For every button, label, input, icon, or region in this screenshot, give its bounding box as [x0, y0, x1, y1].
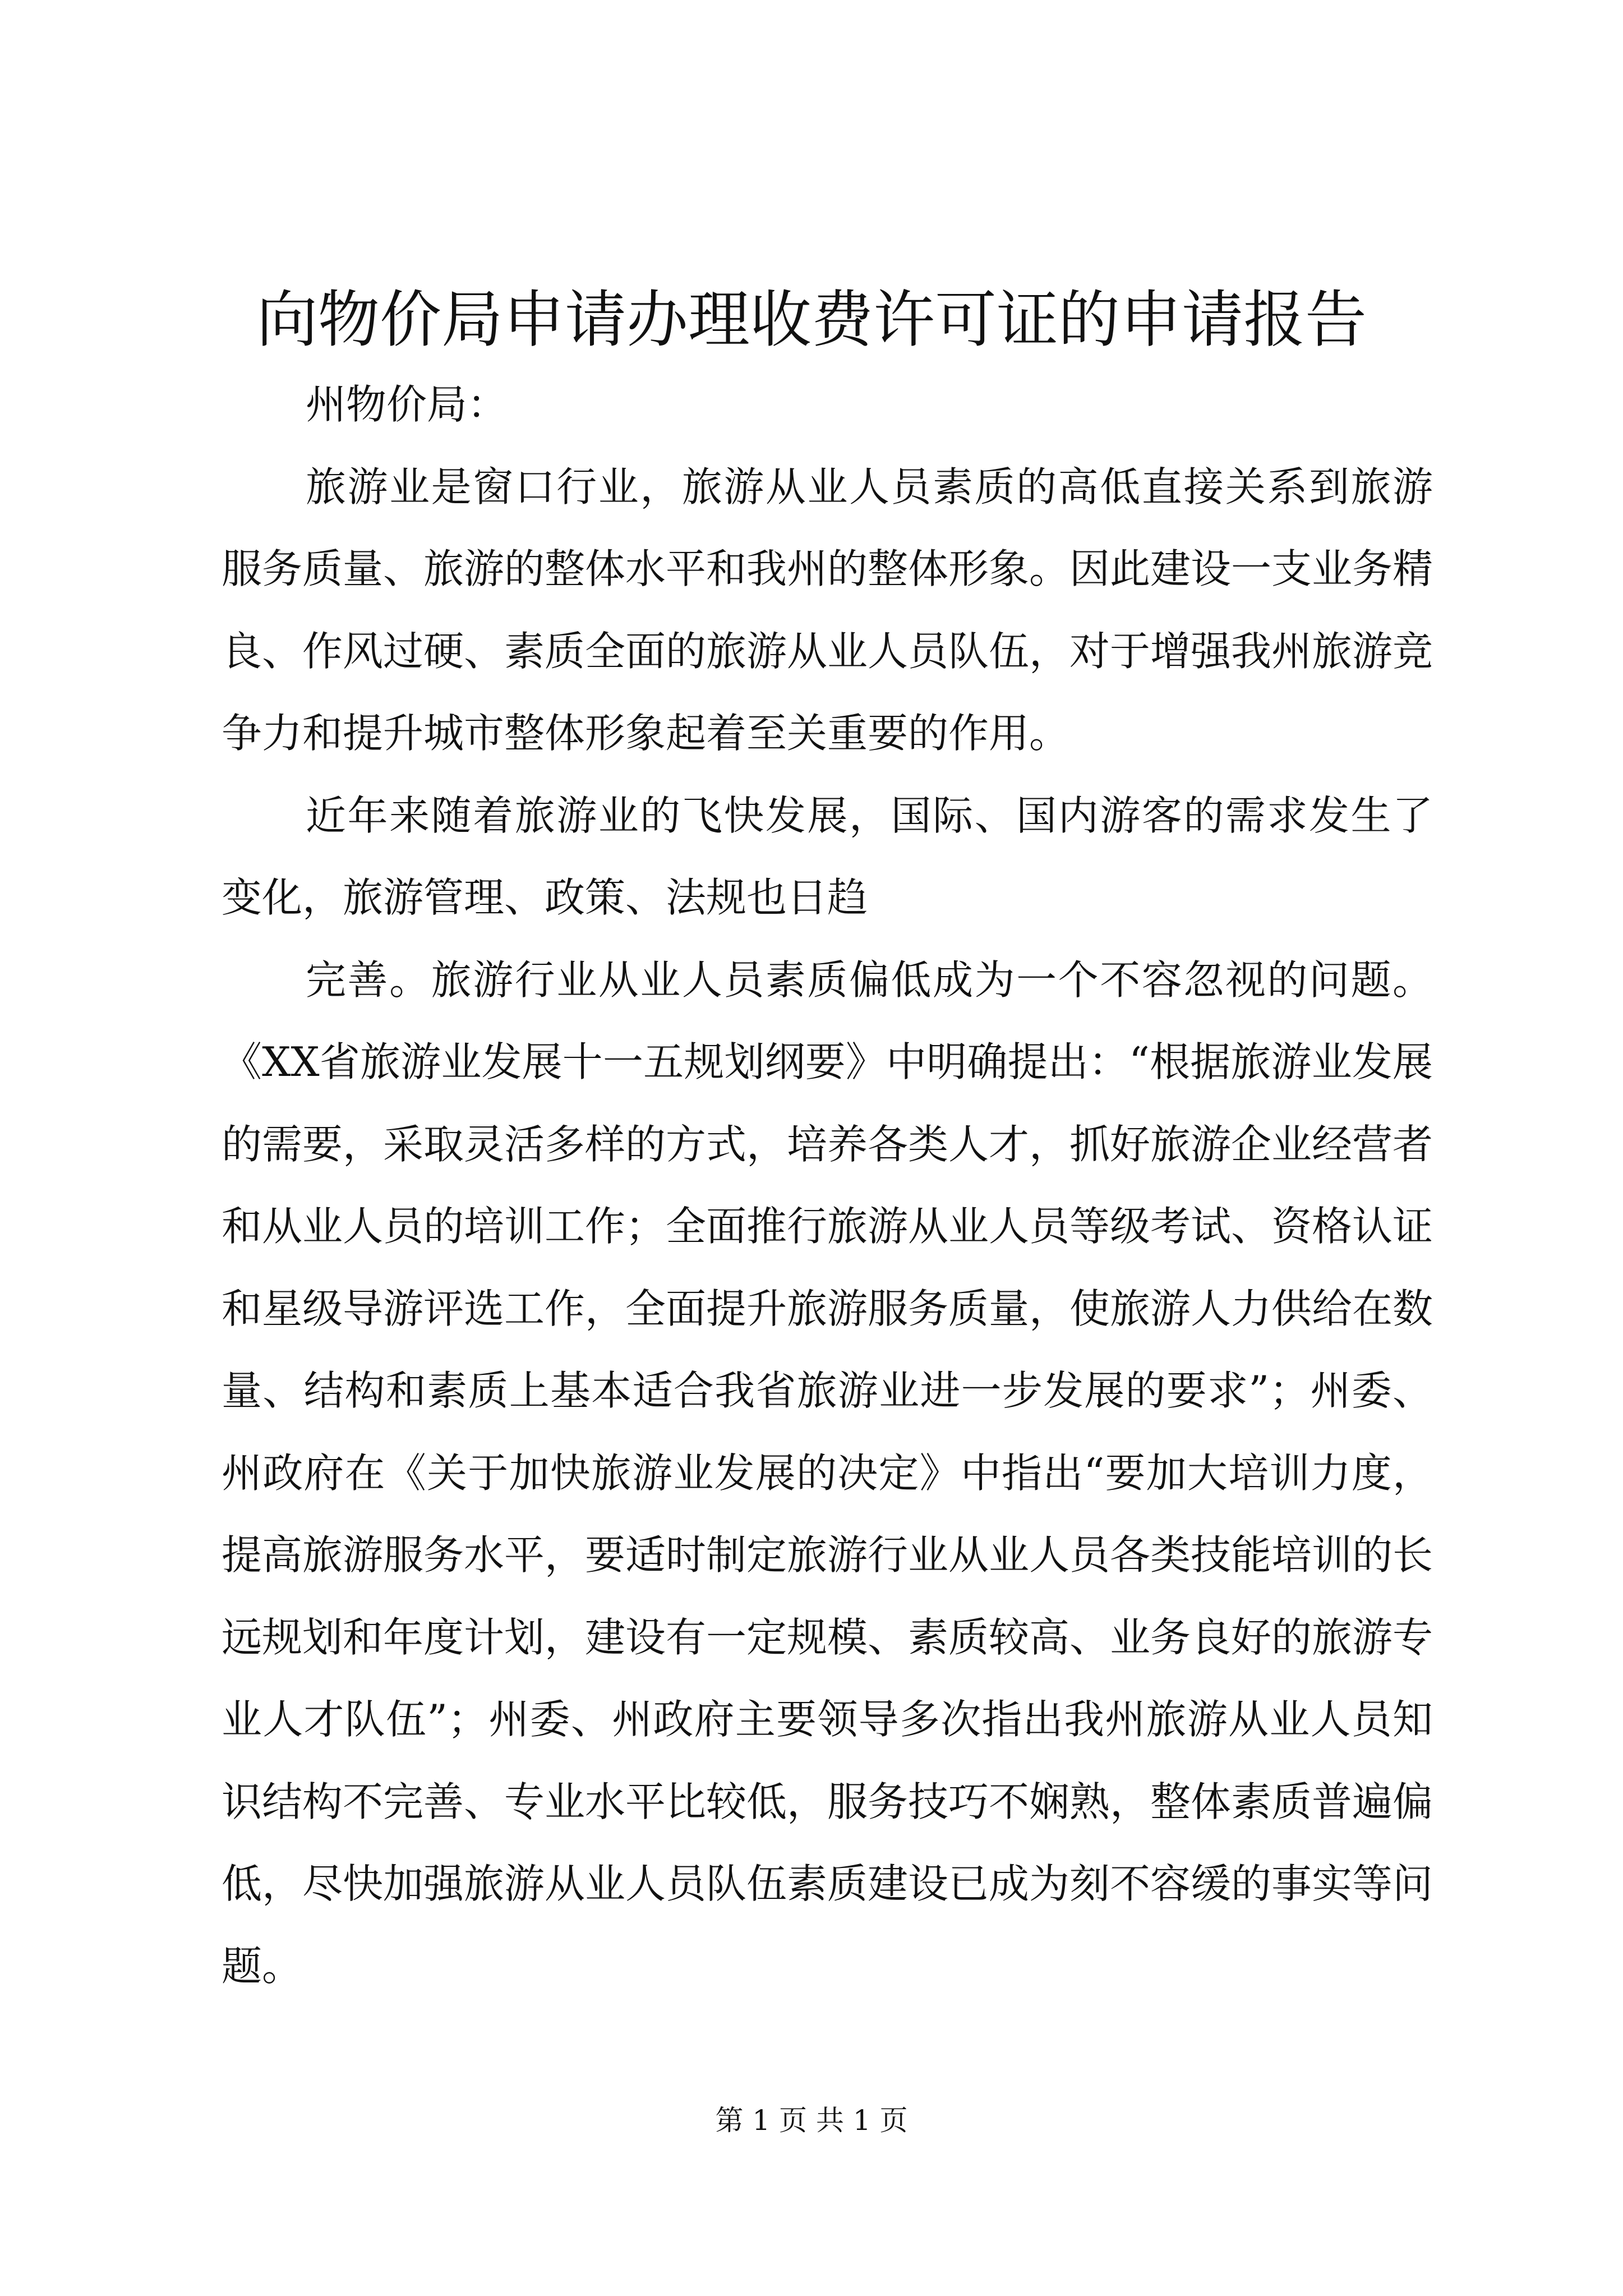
- paragraph-1: 旅游业是窗口行业，旅游从业人员素质的高低直接关系到旅游服务质量、旅游的整体水平和我州的整体形象。因此建设一支业务精良、作风过硬、素质全面的旅游从业人员队伍，对于增强我州旅游竞争力和提升城市整体形象起着至关重要的作用。: [222, 463, 1433, 757]
- salutation: 州物价局：: [306, 381, 508, 428]
- document-body: [222, 364, 1433, 2007]
- paragraph-3: 完善。旅游行业从业人员素质偏低成为一个不容忽视的问题。《XX省旅游业发展十一五规划纲要》中明确提出：“根据旅游业发展的需要，采取灵活多样的方式，培养各类人才，抓好旅游企业经营者和从业人员的培训工作；全面推行旅游从业人员等级考试、资格认证和星级导游评选工作，全面提升旅游服务质量，使旅游人力供给在数量、结构和素质上基本适合我省旅游业进一步发展的要求”；州委、州政府在《关于加快旅游业发展的决定》中指出“要加大培训力度，提高旅游服务水平，要适时制定旅游行业从业人员各类技能培训的长远规划和年度计划，建设有一定规模、素质较高、业务良好的旅游专业人才队伍”；州委、州政府主要领导多次指出我州旅游从业人员知识结构不完善、专业水平比较低，服务技巧不娴熟，整体素质普遍偏低，尽快加强旅游从业人员队伍素质建设已成为刻不容缓的事实等问题。: [222, 956, 1433, 1990]
- document-title: 向物价局申请办理收费许可证的申请报告: [256, 284, 1367, 356]
- paragraph-2: 近年来随着旅游业的飞快发展，国际、国内游客的需求发生了变化，旅游管理、政策、法规也日趋: [222, 792, 1433, 921]
- page-footer: 第 1 页 共 1 页: [715, 2104, 908, 2137]
